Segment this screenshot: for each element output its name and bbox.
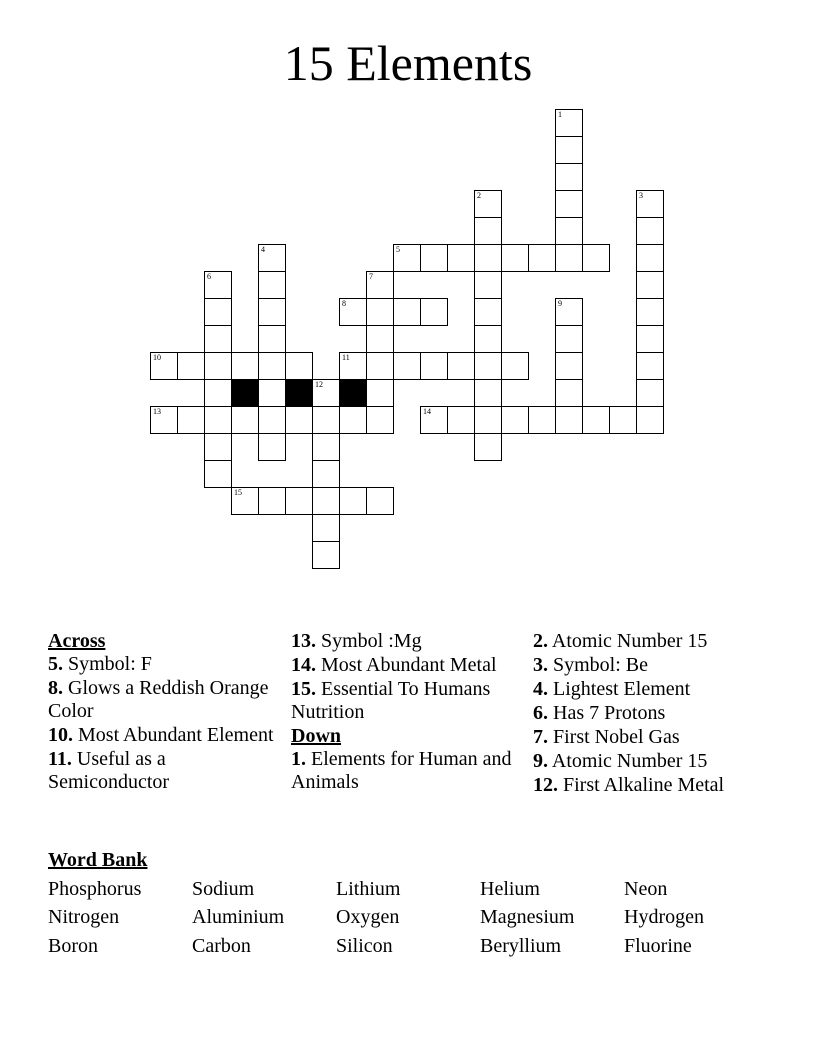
- crossword-cell[interactable]: [636, 298, 664, 326]
- crossword-cell[interactable]: [258, 379, 286, 407]
- crossword-cell[interactable]: [231, 487, 259, 515]
- crossword-cell[interactable]: [204, 379, 232, 407]
- crossword-cell[interactable]: [555, 325, 583, 353]
- crossword-cell[interactable]: [447, 352, 475, 380]
- crossword-cell[interactable]: [393, 244, 421, 272]
- word-bank-item: Fluorine: [624, 934, 692, 957]
- clue-across-14: 14. Most Abundant Metal: [291, 654, 497, 676]
- crossword-cell[interactable]: [339, 298, 367, 326]
- crossword-cell[interactable]: [420, 244, 448, 272]
- word-bank-item: Nitrogen: [48, 906, 120, 928]
- black-cell: [339, 379, 367, 407]
- crossword-cell[interactable]: [339, 352, 367, 380]
- clue-number: 9: [558, 299, 562, 308]
- crossword-cell[interactable]: [150, 352, 178, 380]
- crossword-cell[interactable]: [582, 406, 610, 434]
- crossword-cell[interactable]: [366, 352, 394, 380]
- crossword-cell[interactable]: [555, 136, 583, 164]
- crossword-cell[interactable]: [312, 433, 340, 461]
- crossword-cell[interactable]: [177, 406, 205, 434]
- crossword-cell[interactable]: [555, 352, 583, 380]
- crossword-cell[interactable]: [258, 433, 286, 461]
- crossword-cell[interactable]: [501, 352, 529, 380]
- crossword-cell[interactable]: [312, 460, 340, 488]
- crossword-cell[interactable]: [528, 406, 556, 434]
- clue-number: 3: [639, 191, 643, 200]
- clue-number: 5: [396, 245, 400, 254]
- crossword-cell[interactable]: [555, 163, 583, 191]
- crossword-cell[interactable]: [609, 406, 637, 434]
- crossword-cell[interactable]: [636, 190, 664, 218]
- crossword-cell[interactable]: [366, 298, 394, 326]
- word-bank-item: Beryllium: [480, 934, 562, 957]
- crossword-cell[interactable]: [474, 433, 502, 461]
- crossword-cell[interactable]: [366, 379, 394, 407]
- word-bank-item: Neon: [624, 877, 668, 900]
- clue-number: 12: [315, 380, 323, 389]
- word-bank-item: Boron: [48, 934, 98, 957]
- word-bank-item: Magnesium: [480, 906, 575, 928]
- crossword-cell[interactable]: [258, 325, 286, 353]
- clue-down-7: 7. First Nobel Gas: [533, 726, 680, 748]
- crossword-cell[interactable]: [420, 352, 448, 380]
- black-cell: [231, 379, 259, 407]
- crossword-cell[interactable]: [555, 379, 583, 407]
- across-heading: Across: [48, 630, 106, 652]
- crossword-cell[interactable]: [555, 109, 583, 137]
- crossword-cell[interactable]: [204, 271, 232, 299]
- word-bank-item: Helium: [480, 877, 540, 900]
- crossword-cell[interactable]: [420, 298, 448, 326]
- down-heading: Down: [291, 725, 342, 747]
- crossword-cell[interactable]: [204, 460, 232, 488]
- crossword-cell[interactable]: [204, 352, 232, 380]
- clue-down-9: 9. Atomic Number 15: [533, 750, 708, 772]
- clue-across-5: 5. Symbol: F: [48, 653, 152, 675]
- crossword-cell[interactable]: [528, 244, 556, 272]
- crossword-cell[interactable]: [312, 379, 340, 407]
- puzzle-title: 15 Elements: [283, 35, 533, 91]
- crossword-cell[interactable]: [555, 190, 583, 218]
- clue-number: 2: [477, 191, 481, 200]
- word-bank-item: Aluminium: [192, 906, 285, 928]
- black-cell: [285, 379, 313, 407]
- crossword-cell[interactable]: [366, 325, 394, 353]
- crossword-cell[interactable]: [366, 487, 394, 515]
- crossword-cell[interactable]: [555, 217, 583, 245]
- crossword-cell[interactable]: [393, 298, 421, 326]
- clue-across-10: 10. Most Abundant Element: [48, 724, 274, 746]
- word-bank-item: Carbon: [192, 934, 251, 957]
- crossword-cell[interactable]: [636, 244, 664, 272]
- word-bank-item: Silicon: [336, 934, 393, 957]
- crossword-cell[interactable]: [501, 406, 529, 434]
- word-bank-heading: Word Bank: [48, 849, 148, 871]
- clue-down-1: 1. Elements for Human and Animals: [291, 748, 512, 793]
- crossword-cell[interactable]: [231, 406, 259, 434]
- crossword-cell[interactable]: [258, 271, 286, 299]
- crossword-cell[interactable]: [177, 352, 205, 380]
- crossword-cell[interactable]: [474, 271, 502, 299]
- crossword-cell[interactable]: [636, 406, 664, 434]
- clue-number: 7: [369, 272, 373, 281]
- crossword-cell[interactable]: [447, 244, 475, 272]
- crossword-cell[interactable]: [474, 325, 502, 353]
- crossword-cell[interactable]: [474, 379, 502, 407]
- crossword-cell[interactable]: [312, 514, 340, 542]
- clue-down-6: 6. Has 7 Protons: [533, 702, 666, 724]
- crossword-cell[interactable]: [258, 487, 286, 515]
- clues-column-2: [291, 630, 521, 795]
- crossword-cell[interactable]: [285, 487, 313, 515]
- crossword-cell[interactable]: [474, 217, 502, 245]
- crossword-cell[interactable]: [150, 406, 178, 434]
- crossword-cell[interactable]: [393, 352, 421, 380]
- clue-across-15: 15. Essential To Humans Nutrition: [291, 678, 491, 723]
- clue-down-4: 4. Lightest Element: [533, 678, 691, 700]
- clue-number: 8: [342, 299, 346, 308]
- crossword-cell[interactable]: [447, 406, 475, 434]
- crossword-cell[interactable]: [366, 271, 394, 299]
- clue-number: 10: [153, 353, 161, 362]
- crossword-cell[interactable]: [501, 244, 529, 272]
- word-bank: [48, 846, 768, 960]
- crossword-cell[interactable]: [420, 406, 448, 434]
- crossword-cell[interactable]: [555, 244, 583, 272]
- crossword-cell[interactable]: [339, 406, 367, 434]
- crossword-cell[interactable]: [474, 298, 502, 326]
- clue-number: 4: [261, 245, 265, 254]
- word-bank-list: [48, 875, 768, 961]
- clue-across-13: 13. Symbol :Mg: [291, 630, 422, 652]
- clues-column-1: [48, 630, 278, 795]
- crossword-cell[interactable]: [636, 379, 664, 407]
- clue-number: 6: [207, 272, 211, 281]
- crossword-cell[interactable]: [204, 406, 232, 434]
- clue-down-2: 2. Atomic Number 15: [533, 630, 708, 652]
- crossword-cell[interactable]: [312, 487, 340, 515]
- crossword-grid: [151, 110, 691, 580]
- crossword-cell[interactable]: [258, 298, 286, 326]
- clue-down-12: 12. First Alkaline Metal: [533, 774, 725, 796]
- crossword-cell[interactable]: [636, 325, 664, 353]
- crossword-cell[interactable]: [582, 244, 610, 272]
- word-bank-item: Hydrogen: [624, 906, 704, 928]
- clue-number: 1: [558, 110, 562, 119]
- clue-number: 11: [342, 353, 350, 362]
- crossword-cell[interactable]: [258, 352, 286, 380]
- crossword-cell[interactable]: [231, 352, 259, 380]
- clue-across-11: 11. Useful as a Semiconductor: [48, 748, 170, 793]
- word-bank-item: Lithium: [336, 877, 401, 900]
- clue-number: 14: [423, 407, 431, 416]
- clue-number: 15: [234, 488, 242, 497]
- crossword-cell[interactable]: [312, 541, 340, 569]
- crossword-cell[interactable]: [258, 406, 286, 434]
- word-bank-item: Sodium: [192, 877, 255, 900]
- clue-number: 13: [153, 407, 161, 416]
- word-bank-item: Phosphorus: [48, 877, 142, 900]
- crossword-cell[interactable]: [636, 217, 664, 245]
- crossword-cell[interactable]: [474, 352, 502, 380]
- crossword-cell[interactable]: [474, 244, 502, 272]
- crossword-cell[interactable]: [474, 190, 502, 218]
- crossword-cell[interactable]: [258, 244, 286, 272]
- crossword-cell[interactable]: [366, 406, 394, 434]
- crossword-cell[interactable]: [204, 433, 232, 461]
- crossword-cell[interactable]: [204, 298, 232, 326]
- crossword-cell[interactable]: [636, 352, 664, 380]
- clues-column-3: [533, 630, 773, 798]
- clue-across-8: 8. Glows a Reddish Orange Color: [48, 677, 269, 722]
- crossword-cell[interactable]: [636, 271, 664, 299]
- crossword-cell[interactable]: [204, 325, 232, 353]
- word-bank-item: Oxygen: [336, 906, 400, 928]
- crossword-cell[interactable]: [474, 406, 502, 434]
- crossword-cell[interactable]: [555, 406, 583, 434]
- clue-down-3: 3. Symbol: Be: [533, 654, 649, 676]
- crossword-cell[interactable]: [285, 352, 313, 380]
- crossword-cell[interactable]: [312, 406, 340, 434]
- crossword-cell[interactable]: [339, 487, 367, 515]
- crossword-cell[interactable]: [285, 406, 313, 434]
- crossword-cell[interactable]: [555, 298, 583, 326]
